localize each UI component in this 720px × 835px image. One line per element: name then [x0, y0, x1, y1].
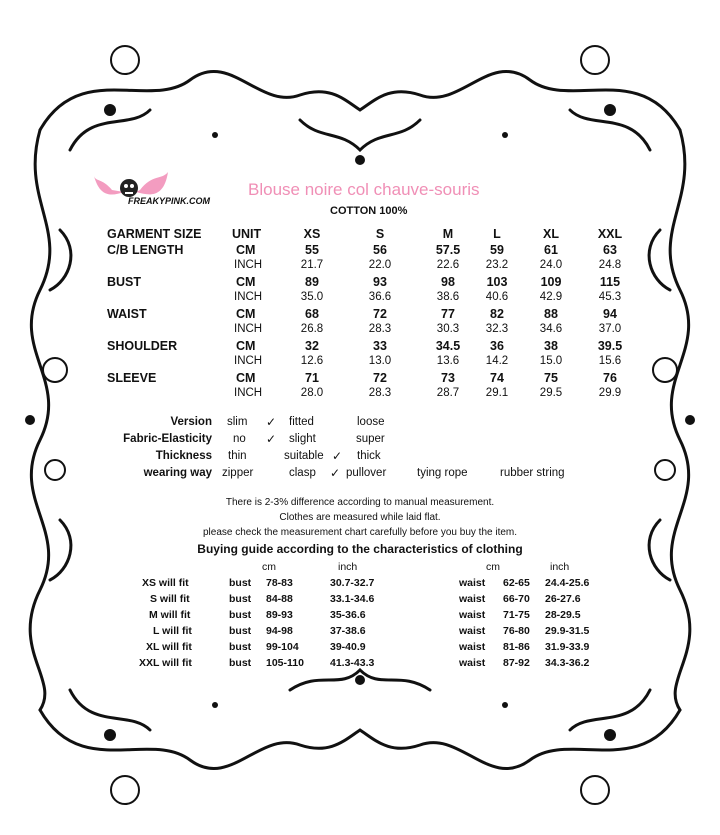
table-cell: 28.0: [300, 387, 324, 399]
guide-value: 26-27.6: [545, 593, 581, 605]
unit-cm: CM: [236, 339, 256, 353]
table-cell: 45.3: [598, 291, 622, 303]
table-cell: 13.6: [436, 355, 460, 367]
guide-value: 62-65: [503, 577, 530, 589]
table-cell: 28.3: [368, 387, 392, 399]
table-cell: 23.2: [485, 259, 509, 271]
table-cell: 21.7: [300, 259, 324, 271]
guide-value: 24.4-25.6: [545, 577, 590, 589]
guide-waist-label: waist: [459, 625, 486, 637]
table-cell: 33: [373, 339, 387, 353]
check-icon: ✓: [330, 466, 341, 480]
table-cell: 36: [490, 339, 504, 353]
size-header-xs: XS: [303, 227, 321, 241]
table-cell: 72: [373, 307, 387, 321]
table-cell: 28.3: [368, 323, 392, 335]
guide-fit-label: XS will fit: [142, 577, 189, 589]
thickness-option: thin: [228, 450, 247, 462]
table-cell: 12.6: [300, 355, 324, 367]
unit-inch: INCH: [234, 259, 263, 271]
table-cell: 22.6: [436, 259, 460, 271]
wearing-option: rubber string: [500, 467, 565, 479]
table-cell: 38: [544, 339, 558, 353]
table-cell: 61: [544, 243, 558, 257]
table-cell: 75: [544, 371, 558, 385]
check-icon: ✓: [332, 449, 343, 463]
guide-waist-label: waist: [459, 609, 486, 621]
table-cell: 26.8: [300, 323, 324, 335]
elasticity-option: no: [233, 433, 246, 445]
check-icon: ✓: [266, 432, 277, 446]
unit-inch: INCH: [234, 291, 263, 303]
table-cell: 88: [544, 307, 558, 321]
brand-name: FREAKYPINK.COM: [128, 196, 211, 206]
guide-value: 41.3-43.3: [330, 657, 375, 669]
wearing-option: zipper: [222, 467, 254, 479]
table-cell: 35.0: [300, 291, 324, 303]
guide-value: 84-88: [266, 593, 293, 605]
table-cell: 22.0: [368, 259, 392, 271]
table-cell: 98: [441, 275, 455, 289]
product-title: Blouse noire col chauve-souris: [248, 180, 480, 199]
row-label-bust: BUST: [107, 275, 142, 289]
version-option: slim: [227, 416, 248, 428]
table-cell: 39.5: [597, 339, 623, 353]
thickness-option: thick: [357, 450, 381, 462]
version-option: loose: [357, 416, 385, 428]
note-line: please check the measurement chart carefully before you buy the item.: [202, 527, 518, 538]
table-cell: 56: [373, 243, 387, 257]
buying-guide-title: Buying guide according to the characteristics of clothing: [197, 542, 523, 556]
table-cell: 34.5: [435, 339, 461, 353]
wearing-option: tying rope: [417, 467, 468, 479]
guide-value: 76-80: [503, 625, 530, 637]
table-cell: 29.9: [598, 387, 622, 399]
table-cell: 32.3: [485, 323, 509, 335]
guide-value: 28-29.5: [545, 609, 581, 621]
guide-value: 81-86: [503, 641, 530, 653]
table-cell: 103: [486, 275, 508, 289]
material-label: COTTON 100%: [330, 205, 408, 217]
table-cell: 32: [305, 339, 319, 353]
table-cell: 38.6: [436, 291, 460, 303]
elasticity-option: super: [356, 433, 385, 445]
guide-value: 30.7-32.7: [330, 577, 375, 589]
table-cell: 72: [373, 371, 387, 385]
guide-fit-label: L will fit: [153, 625, 192, 637]
guide-cm-header-waist: cm: [486, 561, 500, 573]
table-cell: 29.1: [485, 387, 509, 399]
version-option: fitted: [289, 416, 314, 428]
note-line: There is 2-3% difference according to manual measurement.: [225, 497, 495, 508]
guide-inch-header-waist: inch: [550, 561, 570, 573]
table-cell: 36.6: [368, 291, 392, 303]
guide-value: 35-36.6: [330, 609, 366, 621]
table-cell: 34.6: [539, 323, 563, 335]
guide-value: 87-92: [503, 657, 530, 669]
guide-value: 31.9-33.9: [545, 641, 590, 653]
guide-value: 94-98: [266, 625, 293, 637]
table-cell: 59: [490, 243, 504, 257]
table-cell: 24.0: [539, 259, 563, 271]
guide-value: 78-83: [266, 577, 293, 589]
guide-waist-label: waist: [459, 657, 486, 669]
table-cell: 89: [305, 275, 319, 289]
table-cell: 68: [305, 307, 319, 321]
table-cell: 93: [373, 275, 387, 289]
guide-value: 99-104: [266, 641, 299, 653]
table-cell: 71: [305, 371, 319, 385]
size-header-xxl: XXL: [597, 227, 623, 241]
unit-cm: CM: [236, 371, 256, 385]
size-header-xl: XL: [543, 227, 559, 241]
row-label-cb-length: C/B LENGTH: [107, 243, 184, 257]
guide-value: 71-75: [503, 609, 530, 621]
guide-value: 105-110: [266, 657, 304, 669]
guide-bust-label: bust: [229, 641, 252, 653]
guide-bust-label: bust: [229, 609, 252, 621]
guide-fit-label: XXL will fit: [139, 657, 192, 669]
unit-inch: INCH: [234, 355, 263, 367]
table-cell: 82: [490, 307, 504, 321]
table-cell: 55: [305, 243, 319, 257]
table-cell: 28.7: [436, 387, 460, 399]
table-cell: 77: [441, 307, 455, 321]
table-cell: 30.3: [436, 323, 460, 335]
unit-inch: INCH: [234, 323, 263, 335]
guide-waist-label: waist: [459, 577, 486, 589]
guide-bust-label: bust: [229, 593, 252, 605]
table-cell: 42.9: [539, 291, 563, 303]
guide-fit-label: M will fit: [149, 609, 191, 621]
wearing-option: pullover: [346, 467, 387, 479]
wearing-option: clasp: [289, 467, 316, 479]
table-cell: 15.0: [539, 355, 563, 367]
guide-value: 37-38.6: [330, 625, 366, 637]
row-label-sleeve: SLEEVE: [107, 371, 157, 385]
guide-bust-label: bust: [229, 657, 252, 669]
guide-value: 29.9-31.5: [545, 625, 590, 637]
table-cell: 14.2: [485, 355, 509, 367]
check-icon: ✓: [266, 415, 277, 429]
table-cell: 57.5: [435, 243, 461, 257]
row-label-waist: WAIST: [107, 307, 147, 321]
thickness-option: suitable: [284, 450, 324, 462]
guide-inch-header: inch: [338, 561, 358, 573]
elasticity-label: Fabric-Elasticity: [123, 433, 212, 445]
guide-waist-label: waist: [459, 593, 486, 605]
unit-header: UNIT: [232, 227, 262, 241]
unit-inch: INCH: [234, 387, 263, 399]
table-cell: 76: [603, 371, 617, 385]
table-cell: 40.6: [485, 291, 509, 303]
table-cell: 29.5: [539, 387, 563, 399]
version-label: Version: [170, 416, 212, 428]
size-header-m: M: [442, 227, 454, 241]
guide-bust-label: bust: [229, 625, 252, 637]
garment-size-header: GARMENT SIZE: [107, 227, 202, 241]
table-cell: 24.8: [598, 259, 622, 271]
table-cell: 13.0: [368, 355, 392, 367]
guide-value: 33.1-34.6: [330, 593, 375, 605]
size-header-s: S: [375, 227, 385, 241]
guide-value: 39-40.9: [330, 641, 366, 653]
row-label-shoulder: SHOULDER: [107, 339, 178, 353]
guide-waist-label: waist: [459, 641, 486, 653]
table-cell: 115: [599, 275, 621, 289]
guide-value: 89-93: [266, 609, 293, 621]
table-cell: 37.0: [598, 323, 622, 335]
guide-fit-label: XL will fit: [146, 641, 192, 653]
thickness-label: Thickness: [155, 450, 212, 462]
guide-cm-header: cm: [262, 561, 276, 573]
unit-cm: CM: [236, 307, 256, 321]
table-cell: 73: [441, 371, 455, 385]
wearing-way-label: wearing way: [143, 467, 212, 479]
size-header-l: L: [493, 227, 501, 241]
table-cell: 63: [603, 243, 617, 257]
unit-cm: CM: [236, 275, 256, 289]
elasticity-option: slight: [289, 433, 316, 445]
table-cell: 15.6: [598, 355, 622, 367]
unit-cm: CM: [236, 243, 256, 257]
note-line: Clothes are measured while laid flat.: [279, 512, 441, 523]
guide-value: 66-70: [503, 593, 530, 605]
guide-value: 34.3-36.2: [545, 657, 590, 669]
guide-fit-label: S will fit: [150, 593, 190, 605]
guide-bust-label: bust: [229, 577, 252, 589]
table-cell: 74: [490, 371, 504, 385]
table-cell: 109: [540, 275, 562, 289]
table-cell: 94: [603, 307, 617, 321]
